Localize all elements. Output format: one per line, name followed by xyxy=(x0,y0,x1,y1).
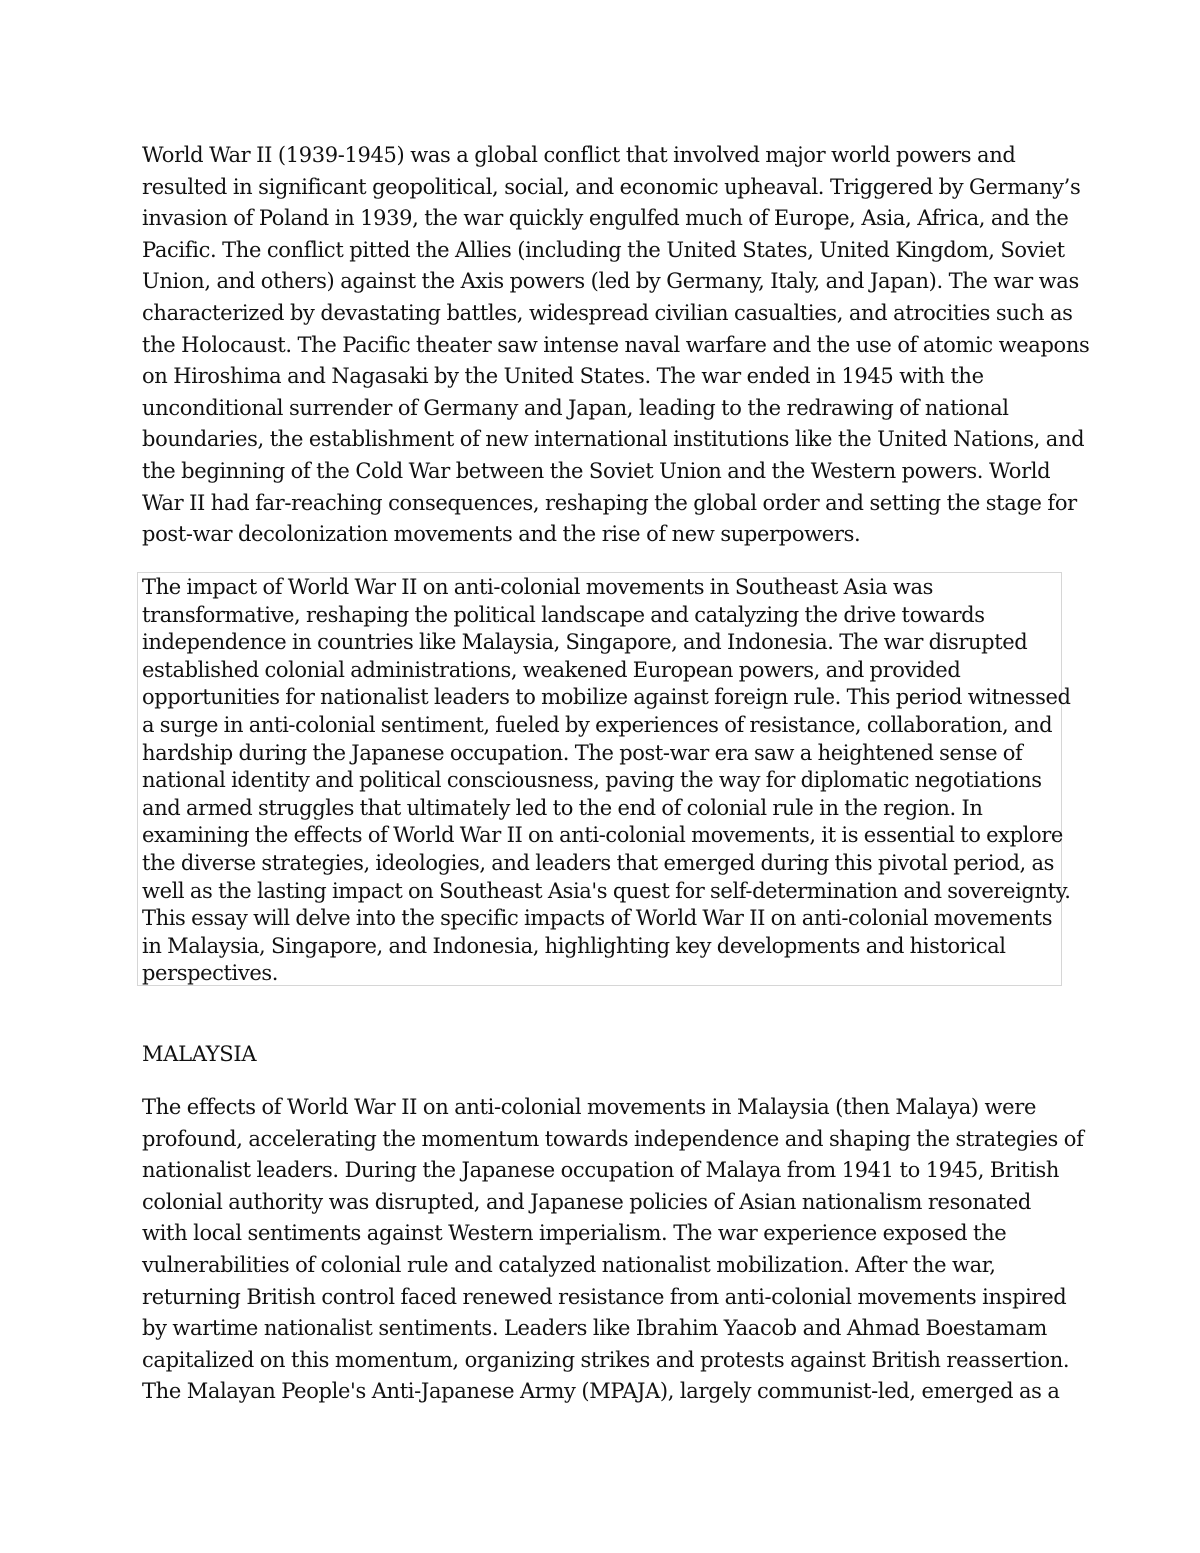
text-line: the diverse strategies, ideologies, and leaders that emerged during this pivotal period, as xyxy=(142,850,1054,875)
text-line: with local sentiments against Western imperialism. The war experience exposed the xyxy=(142,1221,1007,1246)
text-line: and armed struggles that ultimately led to the end of colonial rule in the region. In xyxy=(142,795,983,820)
text-line: The impact of World War II on anti-colonial movements in Southeast Asia was xyxy=(142,575,933,599)
text-line: unconditional surrender of Germany and Japan, leading to the redrawing of national xyxy=(142,395,1009,420)
text-line: on Hiroshima and Nagasaki by the United States. The war ended in 1945 with the xyxy=(142,364,984,389)
text-line: the beginning of the Cold War between the Soviet Union and the Western powers. World xyxy=(142,458,1051,483)
text-line: opportunities for nationalist leaders to mobilize against foreign rule. This period witnessed xyxy=(142,685,1071,710)
text-line: resulted in significant geopolitical, social, and economic upheaval. Triggered by Germany’s xyxy=(142,174,1081,199)
text-line: World War II (1939-1945) was a global conflict that involved major world powers and xyxy=(142,143,1016,167)
text-line: The effects of World War II on anti-colonial movements in Malaysia (then Malaya) were xyxy=(142,1095,1037,1119)
text-line: vulnerabilities of colonial rule and catalyzed nationalist mobilization. After the war, xyxy=(142,1252,996,1277)
text-line: capitalized on this momentum, organizing strikes and protests against British reassertion. xyxy=(142,1347,1070,1372)
text-line: hardship during the Japanese occupation. The post-war era saw a heightened sense of xyxy=(142,740,1023,765)
text-line: characterized by devastating battles, widespread civilian casualties, and atrocities such as xyxy=(142,300,1073,325)
malaysia-paragraph xyxy=(142,1092,1084,1408)
text-line: established colonial administrations, weakened European powers, and provided xyxy=(142,657,961,682)
text-line: This essay will delve into the specific impacts of World War II on anti-colonial movements xyxy=(142,906,1053,931)
text-line: Pacific. The conflict pitted the Allies (including the United States, United Kingdom, Soviet xyxy=(142,237,1065,262)
text-line: a surge in anti-colonial sentiment, fueled by experiences of resistance, collaboration, and xyxy=(142,712,1053,737)
text-line: by wartime nationalist sentiments. Leaders like Ibrahim Yaacob and Ahmad Boestamam xyxy=(142,1316,1047,1341)
impact-paragraph xyxy=(142,574,1071,988)
text-line: nationalist leaders. During the Japanese occupation of Malaya from 1941 to 1945, British xyxy=(142,1158,1060,1183)
text-line: independence in countries like Malaysia, Singapore, and Indonesia. The war disrupted xyxy=(142,630,1028,655)
text-line: War II had far-reaching consequences, reshaping the global order and setting the stage for xyxy=(142,490,1077,515)
text-line: returning British control faced renewed resistance from anti-colonial movements inspired xyxy=(142,1284,1067,1309)
section-heading-malaysia: MALAYSIA xyxy=(142,1042,257,1066)
text-line: transformative, reshaping the political landscape and catalyzing the drive towards xyxy=(142,602,985,627)
text-line: perspectives. xyxy=(142,961,279,986)
text-line: examining the effects of World War II on anti-colonial movements, it is essential to explore xyxy=(142,823,1063,848)
text-line: in Malaysia, Singapore, and Indonesia, highlighting key developments and historical xyxy=(142,933,1006,958)
text-line: post-war decolonization movements and the rise of new superpowers. xyxy=(142,522,861,547)
text-line: invasion of Poland in 1939, the war quickly engulfed much of Europe, Asia, Africa, and the xyxy=(142,206,1069,231)
text-line: Union, and others) against the Axis powers (led by Germany, Italy, and Japan). The war was xyxy=(142,269,1079,294)
text-line: profound, accelerating the momentum towards independence and shaping the strategies of xyxy=(142,1126,1084,1151)
intro-paragraph xyxy=(142,140,1090,551)
text-line: The Malayan People's Anti-Japanese Army (MPAJA), largely communist-led, emerged as a xyxy=(142,1379,1060,1404)
text-line: colonial authority was disrupted, and Japanese policies of Asian nationalism resonated xyxy=(142,1189,1031,1214)
text-line: boundaries, the establishment of new international institutions like the United Nations, and xyxy=(142,427,1085,452)
text-line: the Holocaust. The Pacific theater saw intense naval warfare and the use of atomic weapons xyxy=(142,332,1090,357)
text-line: national identity and political consciousness, paving the way for diplomatic negotiations xyxy=(142,768,1042,793)
text-line: well as the lasting impact on Southeast Asia's quest for self-determination and sovereignty. xyxy=(142,878,1071,903)
